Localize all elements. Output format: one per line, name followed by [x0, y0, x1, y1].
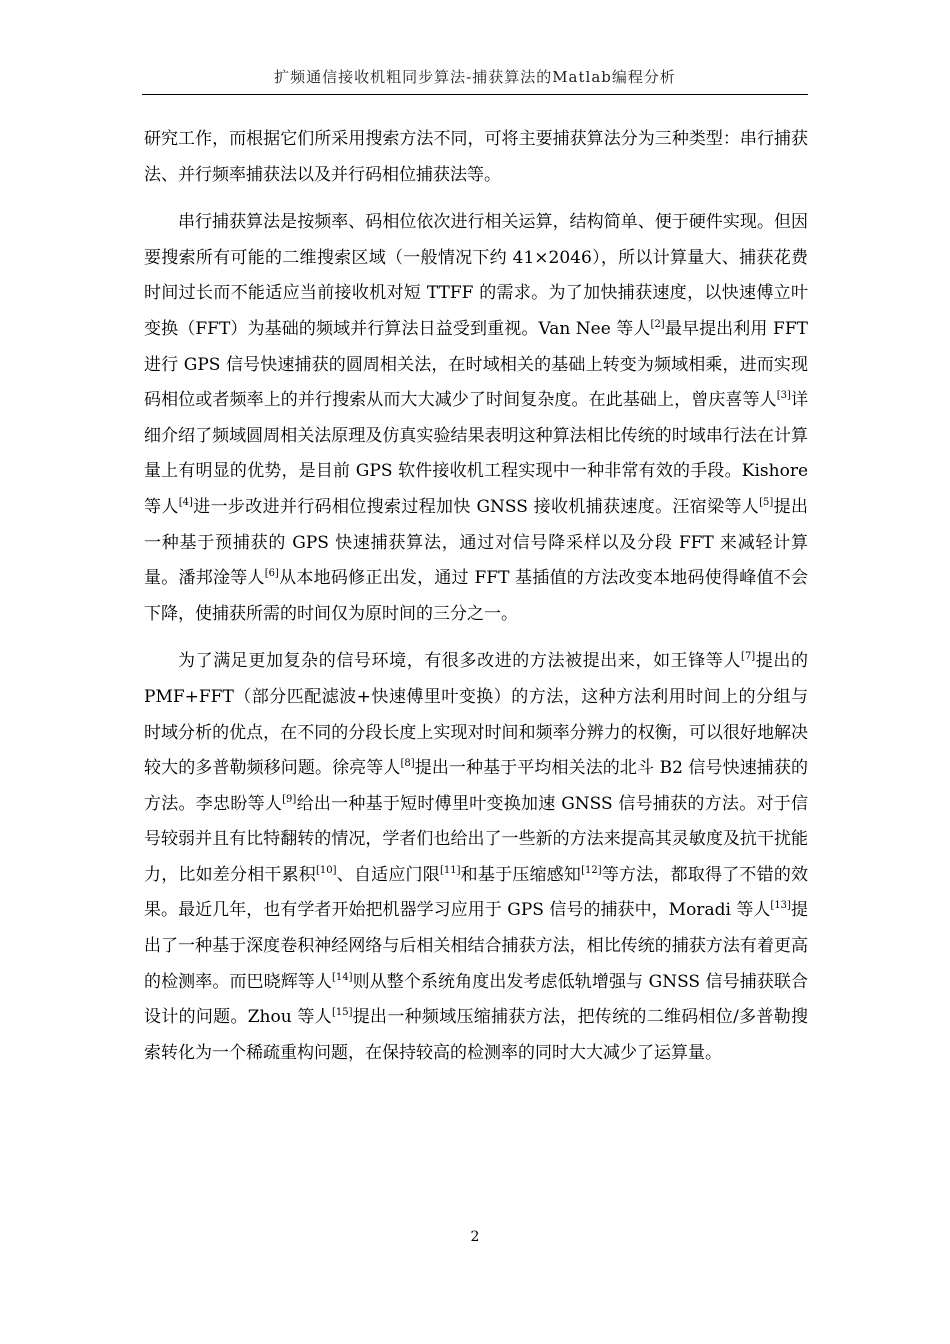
citation-ref: [12] [581, 864, 602, 876]
citation-ref: [14] [331, 971, 353, 983]
citation-ref: [6] [264, 568, 279, 580]
text-run: 为了满足更加复杂的信号环境，有很多改进的方法被提出来，如王锋等人 [178, 651, 742, 672]
citation-ref: [15] [331, 1007, 353, 1019]
paragraph-3 [144, 644, 808, 1071]
text-run: 进一步改进并行码相位搜索过程加快 GNSS 接收机捕获速度。汪宿梁等人 [192, 496, 760, 517]
text-run: 提出一种基于预捕获的 GPS 快速捕获算法，通过对信号降采样以及分段 FFT 来减轻计算量。潘邦淦等人 [144, 496, 809, 589]
text-run: 提出一种基于平均相关法的北斗 B2 信号快速捕获的方法。李忠盼等人 [144, 758, 808, 814]
text-run: 提出一种频域压缩捕获方法，把传统的二维码相位/多普勒搜索转化为一个稀疏重构问题，在保持较高的检测率的同时大大减少了运算量。 [144, 1007, 808, 1063]
running-header: 扩频通信接收机粗同步算法-捕获算法的Matlab编程分析 [274, 68, 676, 86]
citation-ref: [3] [776, 390, 791, 402]
citation-ref: [7] [741, 651, 756, 663]
text-run: 给出一种基于短时傅里叶变换加速 GNSS 信号捕获的方法。对于信号较弱并且有比特翻转的情况，学者们也给出了一些新的方法来提高其灵敏度及抗干扰能力，比如差分相干累积 [144, 793, 808, 885]
text-run: 和基于压缩感知 [460, 864, 582, 885]
text-run: 详细介绍了频域圆周相关法原理及仿真实验结果表明这种算法相比传统的时域串行法在计算量上有明显的优势，是目前 GPS 软件接收机工程实现中一种非常有效的手段。Kishore 等人 [144, 390, 809, 517]
citation-ref: [4] [178, 496, 193, 508]
paragraph-2 [144, 205, 808, 632]
citation-ref: [2] [650, 318, 665, 330]
text-run: 提出的 PMF+FFT（部分匹配滤波+快速傅里叶变换）的方法，这种方法利用时间上的分组与时域分析的优点，在不同的分段长度上实现对时间和频率分辨力的权衡，可以很好地解决较大的多普勒频移问题。徐亮等人 [144, 651, 809, 779]
text-run: 则从整个系统角度出发考虑低轨增强与 GNSS 信号捕获联合设计的问题。Zhou 等人 [144, 971, 808, 1028]
citation-ref: [10] [316, 864, 337, 876]
header-rule [142, 94, 808, 95]
text-run: 等方法，都取得了不错的效果。最近几年，也有学者开始把机器学习应用于 GPS 信号的捕获中，Moradi 等人 [144, 864, 809, 921]
citation-ref: [13] [770, 900, 791, 912]
text-run: 串行捕获算法是按频率、码相位依次进行相关运算，结构简单、便于硬件实现。但因要搜索所有可能的二维搜索区域（一般情况下约 41×2046），所以计算量大、捕获花费时间过长而不能适应当前接收机对短 TTFF 的需求。为了加快捕获速度，以快速傅立叶变换（FFT）为基础的频域并行算法日益受到重视。Van Nee 等人 [144, 212, 808, 339]
citation-ref: [8] [400, 758, 415, 770]
citation-ref: [9] [282, 793, 297, 805]
text-run: 从本地码修正出发，通过 FFT 基插值的方法改变本地码使得峰值不会下降，使捕获所需的时间仅为原时间的三分之一。 [144, 568, 808, 624]
citation-ref: [11] [439, 864, 461, 876]
page-number: 2 [470, 1229, 480, 1245]
text-run: 提出了一种基于深度卷积神经网络与后相关相结合捕获方法，相比传统的捕获方法有着更高的检测率。而巴晓辉等人 [144, 900, 808, 992]
paragraph-1 [144, 122, 808, 193]
body-text [144, 122, 808, 1071]
citation-ref: [5] [759, 496, 774, 508]
text-run: 、自适应门限 [336, 864, 440, 885]
text-run: 最早提出利用 FFT 进行 GPS 信号快速捕获的圆周相关法，在时域相关的基础上转变为频域相乘，进而实现码相位或者频率上的并行搜索从而大大减少了时间复杂度。在此基础上，曾庆喜等人 [144, 318, 808, 411]
text-run: 研究工作，而根据它们所采用搜索方法不同，可将主要捕获算法分为三种类型：串行捕获法、并行频率捕获法以及并行码相位捕获法等。 [144, 129, 808, 185]
